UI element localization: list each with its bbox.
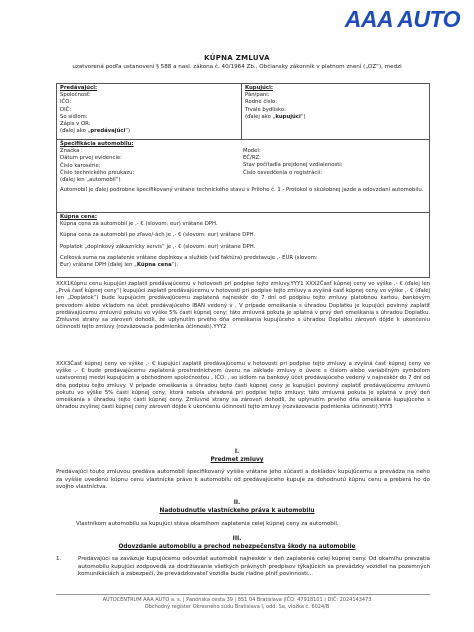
seller-company-label: Spoločnosť:	[60, 92, 91, 99]
price-total-line: Celková suma na zaplatenie vrátane doplnkov a služieb (viď faktúra) predstavuje ,- EUR (slovom:	[60, 254, 318, 261]
vehicle-heading: Špecifikácia automobilu:	[60, 141, 134, 147]
price-heading: Kúpna cena:	[60, 214, 97, 220]
buyer-block	[241, 84, 427, 139]
section-3-item-1	[56, 556, 430, 592]
vehicle-alias: (ďalej len „automobil“)	[60, 176, 121, 183]
footer-company-line: AUTOCENTRUM AAA AUTO a. s. | Panónska cesta 39 | 851 04 Bratislava |IČO: 47918101 | DIČ: 2024143473	[102, 597, 372, 603]
vehicle-registration-cert-label: Číslo osvedčenia o registrácii:	[243, 169, 322, 176]
section-1-number: I.	[234, 449, 240, 455]
section-1-title: Predmet zmluvy	[210, 457, 264, 463]
seller-heading: Predávajúci:	[60, 85, 98, 91]
document-title: KÚPNA ZMLUVA	[204, 54, 270, 62]
seller-dic-label: DIČ:	[60, 106, 72, 113]
vehicle-plate-label: EČ/RZ:	[243, 155, 261, 162]
price-line-base: Kúpna cena za automobil je ,- € (slovom: eur) vrátane DPH.	[60, 221, 218, 228]
vehicle-note: Automobil je ďalej podrobne špecifikovaný vrátane technického stavu v Prílohe č. 1 - Protokol o skúšobnej jazde a odovzdaní automobilu.	[60, 187, 424, 193]
vehicle-right-column	[243, 148, 427, 177]
footer-divider	[56, 594, 430, 595]
vehicle-left-column	[60, 141, 240, 184]
section-2-title: Nadobudnutie vlastníckeho práva k automobilu	[159, 508, 315, 514]
vehicle-first-registration-label: Dátum prvej evidencie:	[60, 155, 122, 162]
section-2-text: Vlastníkom automobilu sa kupujúci stáva okamihom zaplatenia celej kúpnej ceny za automobil.	[76, 521, 339, 527]
seller-alias: (ďalej ako „predávajúci“)	[60, 128, 131, 135]
price-total-alias: Eur) vrátane DPH (ďalej len „Kúpna cena“).	[60, 262, 179, 268]
buyer-name-label: Pán/pani:	[245, 92, 270, 99]
buyer-heading: Kupujúci:	[245, 85, 274, 91]
vehicle-model-label: Model:	[243, 148, 261, 154]
parties-box	[56, 83, 430, 140]
buyer-alias: (ďalej ako „kupujúci“)	[245, 113, 306, 120]
seller-block	[60, 85, 240, 135]
vehicle-brand-label: Značka :	[60, 148, 83, 155]
section-3-title: Odovzdanie automobilu a prechod nebezpečenstva škody na automobile	[118, 544, 356, 550]
buyer-address-label: Trvalé bydlisko:	[245, 106, 286, 113]
section-3-item-1-number: 1.	[56, 556, 62, 562]
vehicle-tech-card-label: Číslo technického preukazu:	[60, 169, 135, 176]
vehicle-odometer-label: Stav počítadla prejdenej vzdialenosti:	[243, 162, 343, 169]
document-subtitle: uzatvorená podľa ustanovení § 588 a nasl. zákona č. 40/1964 Zb., Občiansky zákonník v platnom znení („OZ“), medzi	[72, 64, 402, 70]
seller-ico-label: IČO:	[60, 99, 72, 106]
price-line-service-fee: Poplatok „doplnkový zákaznícky servis“ je ,- € (slovom: eur) vrátane DPH.	[60, 243, 256, 250]
section-3-number: III.	[232, 536, 242, 542]
section-1-text: Predávajúci touto zmluvou predáva automobil špecifikovaný vyššie vrátane jeho súčastí a dokladov kupujúcemu a prevádza na neho za vyššie uvedenú kúpnu cenu vlastnícke právo k automobilu od predávajúceho kupuje za dohodnutú kúpnu cenu a preberá ho do svojho vlastníctva.	[56, 469, 430, 491]
price-box	[56, 212, 430, 278]
vehicle-box	[56, 139, 430, 213]
payment-clause-3: XXX3Časť kúpnej ceny vo výške ,- € kupujúci zaplatil predávajúcemu v hotovosti pri podpise tejto zmluvy a zvyšná časť kúpnej ceny vo výške ,- € bude predávajúcemu zaplatená prostredníctvom úveru na základe zmluvy o úvere s číslom alebo variabilným symbolom uzatvorenej medzi kupujúcim a obchodnom spoločnosťou , IČO: , so sídlom na bankový účet predávajúceho vedený v najneskôr do 7 dní od dňa podpisu tejto zmluvy. V prípade omeškania s úhradou tejto časti kúpnej ceny je kupujúci povinný zaplatiť predávajúcemu zmluvnú pokutu vo výške 5% časti kúpnej ceny, ktorá nebola uhradená pri podpise tejto zmluvy; táto zmluvná pokuta je splatná v prvý deň omeškania s úhradou tejto časti kúpnej ceny. Zmluvné strany sa zároveň dohodli, že uplynutím prvého dňa omeškania kupujúceho s úhradou zvyšnej časti kúpnej ceny zároveň dôjde k ukončeniu účinnosti tejto zmluvy (rozväzovacia podmienka účinnosti).YYY3	[56, 361, 430, 411]
buyer-birth-number-label: Rodné číslo:	[245, 99, 277, 106]
vehicle-vin-label: Číslo karosérie:	[60, 162, 101, 169]
page-footer	[0, 597, 474, 611]
price-line-discount: Kúpna cena za automobil po zľave/-ách je ,- € (slovom: eur) vrátane DPH.	[60, 232, 256, 239]
company-logo: AAA AUTO	[344, 6, 460, 32]
payment-clause-1-2: XXX1Kúpnu cenu kupujúci zaplatil predávajúcemu v hotovosti pri podpise tejto zmluvy.YYY1 XXX2Časť kúpnej ceny vo výške ,- € (ďalej len „Prvá časť kúpnej ceny“) kupujúci zaplatil predávajúcemu v hotovosti pri podpise tejto zmluvy a zvyšná časť kúpnej ceny vo výške ,- € (ďalej len „Doplatok“) bude kupujúcim predávajúcemu zaplatená najneskôr do 7 dní od podpisu tejto zmluvy platobnou kartou, bankovým prevodom alebo vkladom na účet predávajúceho IBAN vedený v . V prípade omeškania s úhradou Doplatku je kupujúci povinný zaplatiť predávajúcemu zmluvnú pokutu vo výške 5% časti kúpnej ceny; táto zmluvná pokuta je splatná v prvý deň omeškania s úhradou Doplatku. Zmluvné strany sa zároveň dohodli, že uplynutím prvého dňa omeškania kupujúceho s úhradou Doplatku zároveň dôjde k ukončeniu účinnosti tejto zmluvy (rozväzovacia podmienka účinnosti).YYY2	[56, 281, 430, 331]
section-2-number: II.	[233, 500, 241, 506]
section-3-item-1-text: Predávajúci sa zaväzuje kupujúcemu odovzdať automobil najneskôr v deň zaplatenia celej kúpnej ceny. Od okamihu prevzatia automobilu kupujúci zodpovedá za dodržiavanie všetkých právnych predpisov týkajúcich sa prevádzky vozidiel na pozemných komunikáciách a zabezpečí, že prevádzkovateľ vozidla bude riadne plniť povinnosti...	[78, 556, 430, 578]
footer-register-line: Obchodný register Okresného súdu Bratislava I, odd. Sa, vložka č. 6024/B	[144, 604, 330, 611]
seller-register-label: Zápis v OR:	[60, 120, 91, 127]
seller-seat-label: So sídlom:	[60, 113, 88, 120]
